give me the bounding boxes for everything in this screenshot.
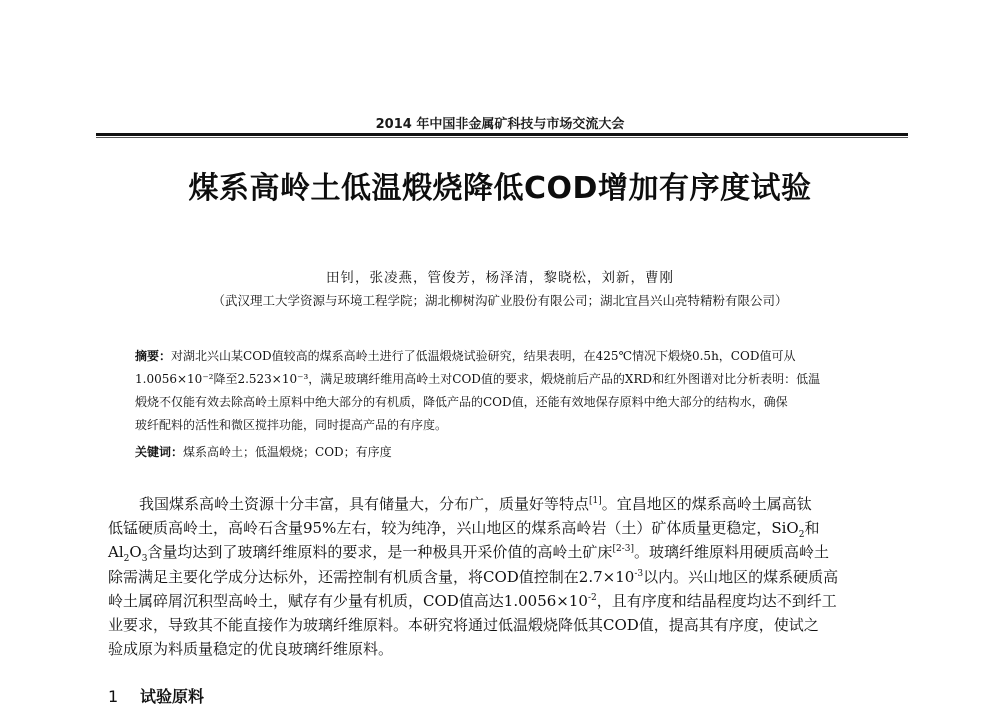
body-text-run: O — [129, 543, 142, 562]
keywords-text: 煤系高岭土；低温煅烧；COD；有序度 — [183, 445, 392, 459]
body-text-run: 低锰硬质高岭土，高岭石含量95%左右，较为纯净，兴山地区的煤系高岭岩（土）矿体质量更稳定，SiO — [108, 519, 799, 538]
body-text-run: 验成原为料质量稳定的优良玻璃纤维原料。 — [108, 640, 394, 659]
subscript: 2 — [798, 530, 805, 541]
body-text-run: 岭土属碎屑沉积型高岭土，赋存有少量有机质，COD值高达1.0056×10 — [108, 591, 588, 610]
body-line — [108, 637, 898, 661]
abstract-line: 玻纤配料的活性和微区搅拌功能，同时提高产品的有序度。 — [135, 418, 448, 432]
header-rule — [96, 133, 908, 136]
subscript: 2 — [123, 554, 130, 565]
body-line — [108, 565, 898, 589]
section-number: 1 — [108, 687, 119, 706]
section-title: 试验原料 — [140, 687, 205, 706]
subscript: 3 — [141, 554, 148, 565]
body-text-run: 除需满足主要化学成分达标外，还需控制有机质含量，将COD值控制在2.7×10 — [108, 567, 635, 586]
keywords — [135, 441, 875, 464]
abstract-line: 煅烧不仅能有效去除高岭土原料中绝大部分的有机质，降低产品的COD值，还能有效地保存原料中绝大部分的结构水，确保 — [135, 395, 788, 409]
citation: [2-3] — [612, 544, 634, 555]
superscript: -2 — [587, 592, 597, 603]
body-text-run: 我国煤系高岭土资源十分丰富，具有储量大，分布广，质量好等特点 — [139, 495, 590, 513]
section-heading — [108, 684, 204, 707]
body-line — [108, 589, 898, 613]
body-text-run: 业要求，导致其不能直接作为玻璃纤维原料。本研究将通过低温煅烧降低其COD值，提高其有序度，使试之 — [108, 616, 819, 635]
abstract-text: 对湖北兴山某COD值较高的煤系高岭土进行了低温煅烧试验研究，结果表明，在425℃情况下煅烧0.5h，COD值可从 — [171, 349, 796, 363]
abstract — [135, 345, 875, 437]
author-list: 田钊，张凌燕，管俊芳，杨泽清，黎晓松，刘新，曹刚 — [326, 270, 674, 286]
body-line — [108, 613, 898, 637]
running-header: 2014 年中国非金属矿科技与市场交流大会 — [375, 117, 625, 132]
body-text-run: ，且有序度和结晶程度均达不到纤工 — [596, 591, 837, 610]
body-line — [108, 516, 898, 540]
paper-title: 煤系高岭土低温煅烧降低COD增加有序度试验 — [188, 171, 812, 206]
keywords-label: 关键词： — [135, 445, 184, 459]
body-text-run: 和 — [804, 519, 820, 538]
citation: [1] — [589, 496, 602, 506]
body-text-run: 。宜昌地区的煤系高岭土属高钛 — [601, 495, 812, 513]
body-line — [108, 492, 898, 516]
header-rule-thin — [96, 137, 908, 138]
body-line — [108, 540, 898, 564]
superscript: -3 — [634, 568, 644, 579]
abstract-line: 1.0056×10⁻²降至2.523×10⁻³，满足玻璃纤维用高岭土对COD值的要求，煅烧前后产品的XRD和红外图谱对比分析表明：低温 — [135, 372, 821, 386]
affiliation: （武汉理工大学资源与环境工程学院；湖北柳树沟矿业股份有限公司；湖北宜昌兴山亮特精粉有限公司） — [212, 293, 788, 308]
body-paragraph — [108, 492, 898, 661]
body-text-run: 以内。兴山地区的煤系硬质高 — [643, 567, 839, 586]
abstract-line — [135, 345, 875, 368]
body-text-run: 含量均达到了玻璃纤维原料的要求，是一种极具开采价值的高岭土矿床 — [147, 543, 613, 562]
body-text-run: Al — [108, 543, 124, 562]
abstract-label: 摘要： — [135, 349, 172, 363]
body-text-run: 。玻璃纤维原料用硬质高岭土 — [633, 543, 829, 562]
